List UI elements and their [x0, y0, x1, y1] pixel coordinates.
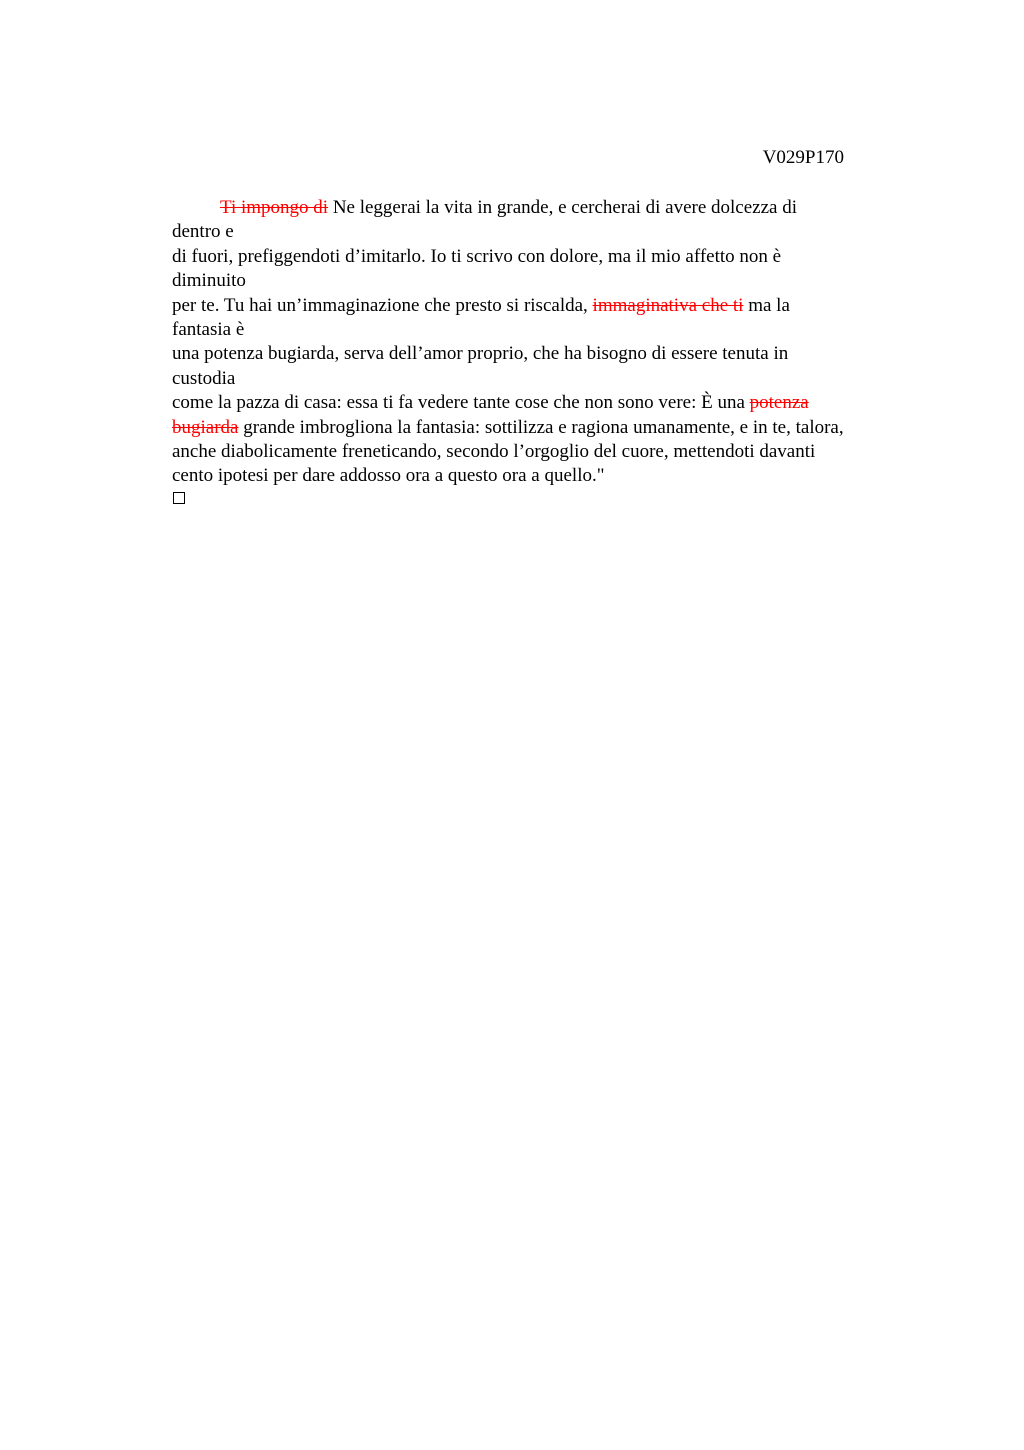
- text-line: una potenza bugiarda, serva dell’amor proprio, che ha bisogno di essere tenuta in: [172, 343, 789, 365]
- deleted-text: Ti impongo di: [220, 197, 329, 218]
- text-segment: ma la: [743, 294, 790, 316]
- text-line: [172, 416, 912, 440]
- text-segment: Ne leggerai la vita in grande, e cercherai di avere dolcezza di: [328, 197, 797, 218]
- deleted-text: potenza: [749, 392, 809, 414]
- text-line: dentro e: [172, 221, 234, 243]
- text-line: [172, 391, 912, 415]
- text-segment: grande imbrogliona la fantasia: sottilizza e ragiona umanamente, e in te, talora,: [238, 416, 844, 438]
- text-line: anche diabolicamente freneticando, secondo l’orgoglio del cuore, mettendoti davanti: [172, 441, 816, 463]
- text-line: di fuori, prefiggendoti d’imitarlo. Io ti scrivo con dolore, ma il mio affetto non è: [172, 245, 782, 267]
- text-line: custodia: [172, 367, 236, 389]
- page-identifier: V029P170: [762, 147, 844, 168]
- text-line: fantasia è: [172, 319, 245, 341]
- text-segment: per te. Tu hai un’immaginazione che presto si riscalda,: [172, 294, 593, 316]
- deleted-text: bugiarda: [172, 416, 239, 438]
- text-line: cento ipotesi per dare addosso ora a questo ora a quello.": [172, 465, 605, 487]
- document-body: [172, 196, 912, 489]
- deleted-text: immaginativa che ti: [592, 294, 744, 316]
- text-segment: come la pazza di casa: essa ti fa vedere tante cose che non sono vere: È una: [172, 392, 750, 414]
- text-line: [172, 196, 912, 220]
- checkbox-square-icon[interactable]: [173, 492, 185, 504]
- text-line: [172, 294, 912, 318]
- text-line: diminuito: [172, 270, 246, 292]
